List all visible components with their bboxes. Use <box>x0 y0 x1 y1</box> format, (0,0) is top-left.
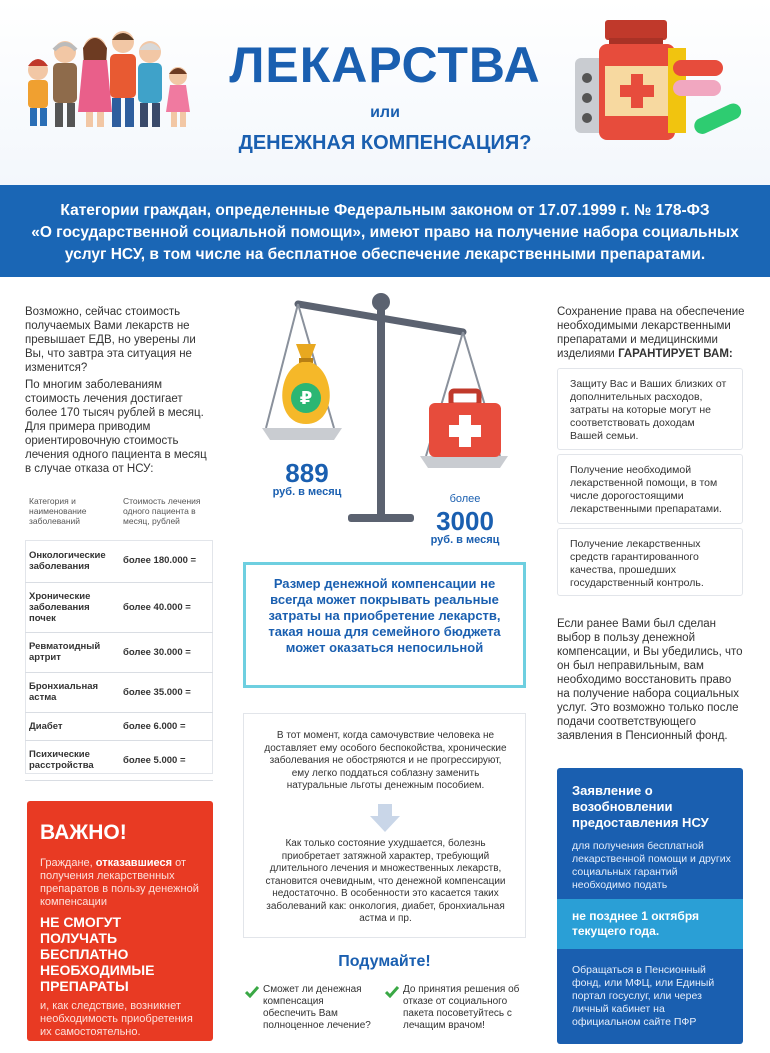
table-cell-cost: более 40.000 = <box>119 582 213 632</box>
important-text-1c: от получения лекарственных препаратов в пользу денежной компенсации <box>40 857 199 908</box>
table-header-cost: Стоимость лечения одного пациента в месяц, рублей <box>123 496 201 526</box>
info-text-2: Как только состояние ухудшается, болезнь приобретает затяжной характер, требующий длительного лечения и множественных лекарств, становится очевидным, что денежной компенсации недостаточно. В особенности это касается таких заболеваний как: онкология, диабет, бронхиальная астма и пр. <box>265 838 506 924</box>
right-intro-text: Сохранение права на обеспечение необходимыми лекарственными препаратами и медицинскими изделиями <box>557 306 745 360</box>
banner-line-3: услуг НСУ, в том числе на бесплатное обеспечение лекарственными препаратами. <box>64 246 706 263</box>
important-warning: НЕ СМОГУТ ПОЛУЧАТЬ БЕСПЛАТНО НЕОБХОДИМЫЕ ПРЕПАРАТЫ <box>40 914 155 994</box>
cost-table <box>25 492 213 781</box>
table-cell-cost: более 30.000 = <box>119 632 213 672</box>
right-intro <box>557 305 747 361</box>
table-row <box>25 712 213 740</box>
left-amount: 889 <box>285 458 329 488</box>
table-cell-name: Психические расстройства <box>25 740 119 780</box>
table-row <box>25 740 213 780</box>
table-cell-name: Диабет <box>25 712 119 740</box>
table-cell-name: Бронхиальная астма <box>25 672 119 712</box>
important-text-1b: отказавшиеся <box>95 857 173 869</box>
table-row <box>25 672 213 712</box>
guarantee-box-1: Защиту Вас и Ваших близких от дополнительных расходов, затраты на которые могут не соответствовать доходам Вашей семьи. <box>557 368 743 450</box>
important-text-1 <box>40 857 200 909</box>
table-row <box>25 632 213 672</box>
info-banner <box>0 185 770 277</box>
application-title: Заявление о возобновлении предоставления НСУ <box>572 783 709 830</box>
table-cell-cost: более 180.000 = <box>119 540 213 582</box>
right-amount: 3000 <box>436 506 494 536</box>
left-paragraph-1: Возможно, сейчас стоимость получаемых Вами лекарств не превышает ЕДВ, но уверены ли Вы, что завтра эта ситуация не изменится? <box>25 306 196 374</box>
important-text-1a: Граждане, <box>40 857 96 869</box>
important-heading: ВАЖНО! <box>40 821 127 844</box>
guarantee-box-3: Получение лекарственных средств гарантированного качества, прошедших государственный контроль. <box>557 528 743 596</box>
table-cell-name: Хронические заболевания почек <box>25 582 119 632</box>
money-symbol: ₽ <box>299 388 313 409</box>
deadline-text: не позднее 1 октября текущего года. <box>572 909 699 938</box>
banner-line-2: «О государственной социальной помощи», имеют право на получение набора социальных <box>31 224 739 241</box>
guarantee-box-2: Получение необходимой лекарственной помощи, в том числе дорогостоящими лекарственными препаратами. <box>557 454 743 524</box>
right-intro-emphasis: ГАРАНТИРУЕТ ВАМ: <box>618 348 733 360</box>
money-bag-icon <box>274 340 338 426</box>
table-cell-cost: более 5.000 = <box>119 740 213 780</box>
restore-text: Если ранее Вами был сделан выбор в пользу денежной компенсации, и Вы убедились, что он был неправильным, вам необходимо восстановить право на получение набора социальных услуг. Это возможно только после подачи соответствующего заявления в Пенсионный фонд. <box>557 618 743 742</box>
check-icon <box>385 986 399 998</box>
left-paragraph-2: По многим заболеваниям стоимость лечения достигает более 170 тысяч рублей в месяц. Для примера приводим ориентировочную стоимость лечения одного пациента в месяц в случае отказа от НСУ: <box>25 379 207 475</box>
banner-line-1: Категории граждан, определенные Федеральным законом от 17.07.1999 г. № 178-ФЗ <box>60 202 710 219</box>
right-amount-unit: руб. в месяц <box>430 534 500 546</box>
left-amount-unit: руб. в месяц <box>272 486 342 498</box>
arrow-down-icon <box>370 804 400 832</box>
page-title: ЛЕКАРСТВА <box>229 37 541 93</box>
table-row <box>25 540 213 582</box>
important-box <box>27 801 213 1041</box>
application-text-1: для получения бесплатной лекарственной помощи и других социальных гарантий необходимо подать <box>572 840 731 891</box>
table-header-category: Категория и наименование заболеваний <box>29 496 87 526</box>
family-illustration <box>20 20 195 132</box>
table-cell-cost: более 6.000 = <box>119 712 213 740</box>
application-box <box>557 768 743 1044</box>
medicine-bottle-icon <box>565 18 750 143</box>
table-cell-cost: более 35.000 = <box>119 672 213 712</box>
check-item-1: Сможет ли денежная компенсация обеспечить Вам полноценное лечение? <box>263 984 371 1031</box>
important-text-2: и, как следствие, возникнет необходимость приобретения их самостоятельно. <box>40 1000 193 1038</box>
page-subtitle: ДЕНЕЖНАЯ КОМПЕНСАЦИЯ? <box>238 132 532 154</box>
info-box <box>243 713 526 938</box>
application-text-2: Обращаться в Пенсионный фонд, или МФЦ, или Единый портал госуслуг, или через личный кабинет на официальном сайте ПФР <box>572 964 715 1028</box>
check-icon <box>245 986 259 998</box>
compensation-warning: Размер денежной компенсации не всегда может покрывать реальные затраты на приобретение лекарств, такая ноша для семейного бюджета может оказаться непосильной <box>243 562 526 688</box>
right-amount-prefix: более <box>449 493 481 505</box>
table-cell-name: Ревматоидный артрит <box>25 632 119 672</box>
table-row <box>25 582 213 632</box>
think-heading: Подумайте! <box>338 953 431 970</box>
title-connector: или <box>370 104 400 121</box>
info-text-1: В тот момент, когда самочувствие человека не доставляет ему особого беспокойства, хронические заболевания не обостряются и не прогрессируют, ему легко поддаться соблазну заменить натуральные льготы денежным пособием. <box>264 730 507 791</box>
first-aid-kit-icon <box>427 387 503 459</box>
check-item-2: До принятия решения об отказе от социального пакета посоветуйтесь с лечащим врачом! <box>403 984 520 1031</box>
table-cell-name: Онкологические заболевания <box>25 540 119 582</box>
